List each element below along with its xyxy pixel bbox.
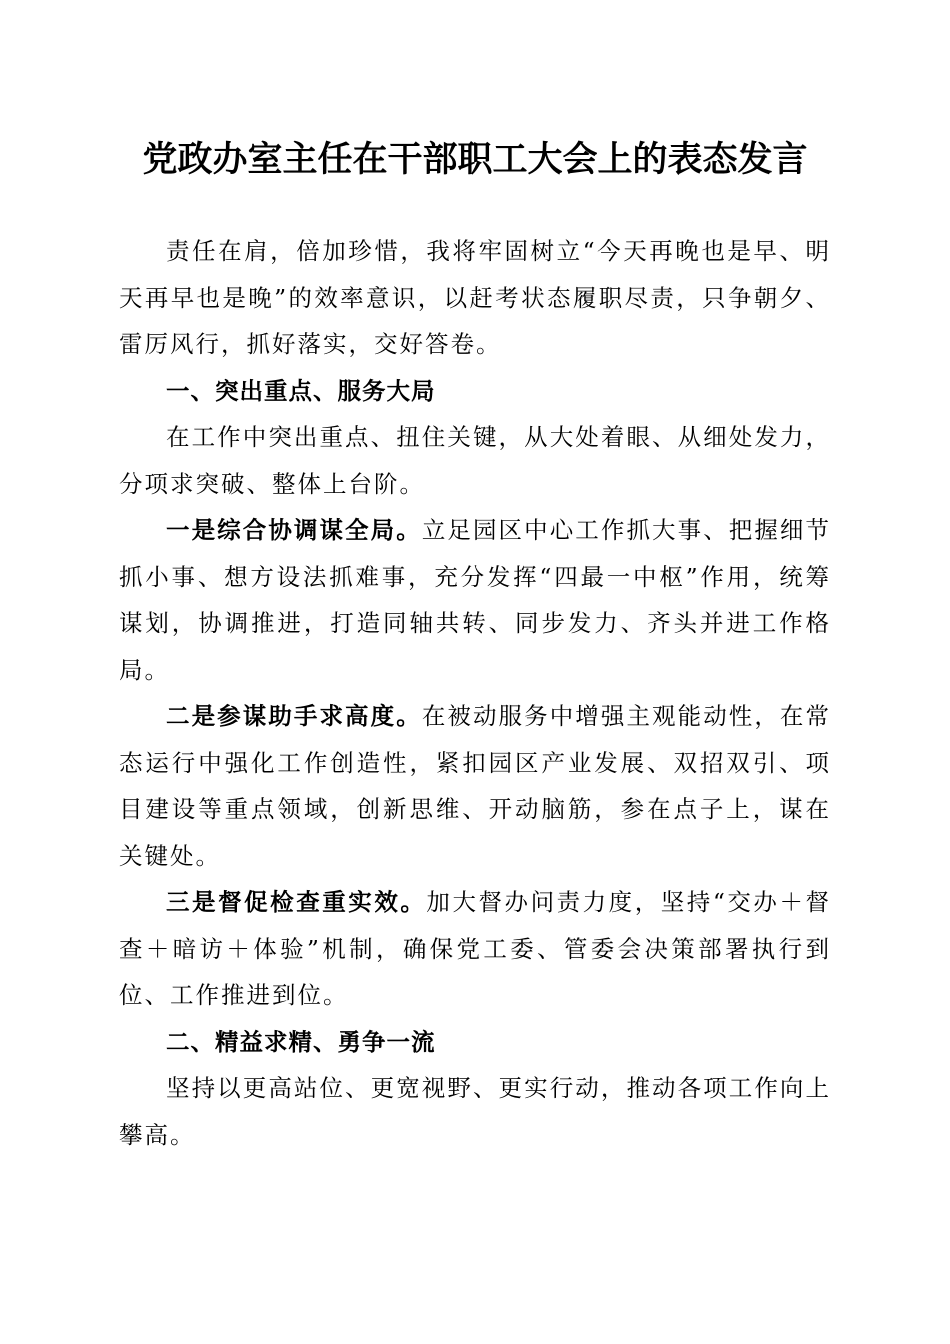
section-1-item-1	[119, 507, 831, 693]
intro-paragraph: 责任在肩，倍加珍惜，我将牢固树立“今天再晚也是早、明天再早也是晚”的效率意识，以赶考状态履职尽责，只争朝夕、雷厉风行，抓好落实，交好答卷。	[119, 237, 831, 358]
item-lead: 三是督促检查重实效。	[166, 888, 427, 916]
item-text: 加大督办问责力度，坚持“交办＋督查＋暗访＋体验”机制，确保党工委、管委会决策部署执行到位、工作推进到位。	[119, 888, 832, 1009]
document-body	[119, 228, 831, 1158]
item-lead: 一是综合协调谋全局。	[166, 516, 422, 544]
section-1-item-3	[119, 879, 831, 1019]
section-2-summary: 坚持以更高站位、更宽视野、更实行动，推动各项工作向上攀高。	[119, 1074, 831, 1149]
section-heading-2: 二、精益求精、勇争一流	[166, 1027, 436, 1056]
item-lead: 二是参谋助手求高度。	[166, 702, 422, 730]
section-1-item-2	[119, 693, 831, 879]
document-title: 党政办室主任在干部职工大会上的表态发言	[142, 139, 808, 180]
item-text: 在被动服务中增强主观能动性，在常态运行中强化工作创造性，紧扣园区产业发展、双招双引、项目建设等重点领域，创新思维、开动脑筋，参在点子上，谋在关键处。	[119, 702, 832, 870]
section-heading-1: 一、突出重点、服务大局	[166, 376, 436, 405]
section-1-summary: 在工作中突出重点、扭住关键，从大处着眼、从细处发力，分项求突破、整体上台阶。	[119, 423, 831, 498]
item-text: 立足园区中心工作抓大事、把握细节抓小事、想方设法抓难事，充分发挥“四最一中枢”作用，统筹谋划，协调推进，打造同轴共转、同步发力、齐头并进工作格局。	[119, 516, 832, 684]
